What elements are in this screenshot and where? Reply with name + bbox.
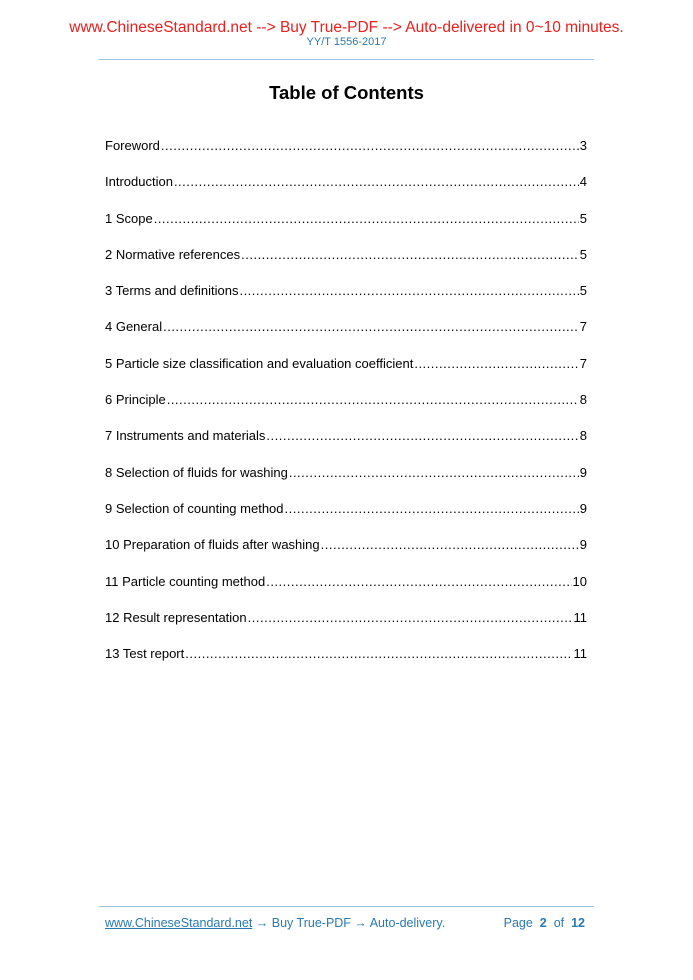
toc-entry[interactable] xyxy=(105,210,587,246)
toc-entry-label: 1 Scope xyxy=(105,210,153,226)
page-indicator xyxy=(504,916,585,930)
toc-entry[interactable] xyxy=(105,464,587,500)
toc-entry[interactable] xyxy=(105,391,587,427)
total-page-count: 12 xyxy=(571,916,585,930)
toc-entry-page: 7 xyxy=(579,355,587,371)
toc-leader xyxy=(266,573,571,591)
toc-leader xyxy=(185,645,572,663)
toc-entry-label: 13 Test report xyxy=(105,646,185,662)
toc-entry-label: 3 Terms and definitions xyxy=(105,283,239,299)
toc-leader xyxy=(174,173,579,191)
toc-entry[interactable] xyxy=(105,645,587,681)
toc-entry-page: 3 xyxy=(579,138,587,153)
header-divider xyxy=(99,59,594,60)
of-word: of xyxy=(553,916,565,930)
toc-entry[interactable] xyxy=(105,246,587,282)
toc-entry-label: 9 Selection of counting method xyxy=(105,500,284,516)
footer-link[interactable]: www.ChineseStandard.net xyxy=(105,916,253,930)
toc-leader xyxy=(167,391,579,409)
toc-entry-page: 11 xyxy=(573,646,587,662)
toc-entry[interactable] xyxy=(105,137,587,173)
toc-entry-page: 11 xyxy=(573,609,587,625)
toc-entry-page: 8 xyxy=(579,428,587,444)
page-word: Page xyxy=(503,916,533,930)
toc-leader xyxy=(285,500,579,518)
toc-entry-label: 4 General xyxy=(105,319,163,335)
toc-entry-label: Foreword xyxy=(105,138,160,153)
toc-entry-page: 9 xyxy=(579,500,587,516)
toc-entry-page: 4 xyxy=(579,174,587,190)
toc-leader xyxy=(248,609,573,627)
toc-leader xyxy=(239,282,578,300)
current-page-number: 2 xyxy=(539,916,547,930)
toc-entry[interactable] xyxy=(105,609,587,645)
document-id: YY/T 1556-2017 xyxy=(306,36,387,48)
toc-entry-label: 5 Particle size classification and evaluation coefficient xyxy=(105,355,414,371)
toc-entry[interactable] xyxy=(105,318,587,354)
toc-entry-label: Introduction xyxy=(105,174,173,190)
toc-entry[interactable] xyxy=(105,536,587,572)
toc-entry[interactable] xyxy=(105,573,587,609)
toc-leader xyxy=(154,210,579,228)
footer-promo-text: → Buy True-PDF → Auto-delivery. xyxy=(252,916,446,930)
page-title: Table of Contents xyxy=(269,82,424,103)
toc-leader xyxy=(266,427,578,445)
toc-entry-label: 12 Result representation xyxy=(105,609,247,625)
toc-entry-label: 6 Principle xyxy=(105,392,166,408)
toc-entry[interactable] xyxy=(105,355,587,391)
toc-entry-label: 8 Selection of fluids for washing xyxy=(105,464,288,480)
toc-leader xyxy=(161,137,579,155)
footer-promo xyxy=(105,916,445,930)
toc-leader xyxy=(414,355,578,373)
toc-leader xyxy=(321,536,579,554)
toc-entry-label: 11 Particle counting method xyxy=(105,573,266,589)
toc-entry-page: 9 xyxy=(579,464,587,480)
toc-leader xyxy=(289,464,579,482)
toc-entry-page: 5 xyxy=(579,210,587,226)
toc-entry-page: 5 xyxy=(579,246,587,262)
toc-entry[interactable] xyxy=(105,500,587,536)
table-of-contents xyxy=(105,137,587,681)
toc-entry-page: 8 xyxy=(579,392,587,408)
toc-leader xyxy=(241,246,579,264)
toc-entry-page: 9 xyxy=(579,537,587,553)
toc-entry-page: 10 xyxy=(572,573,587,589)
toc-entry[interactable] xyxy=(105,427,587,463)
footer-divider xyxy=(99,906,594,907)
toc-entry-label: 7 Instruments and materials xyxy=(105,428,266,444)
toc-entry-page: 5 xyxy=(579,283,587,299)
promo-banner[interactable]: www.ChineseStandard.net --> Buy True-PDF --> Auto-delivered in 0~10 minutes. xyxy=(69,19,624,36)
toc-leader xyxy=(163,318,579,336)
toc-entry-label: 2 Normative references xyxy=(105,246,241,262)
toc-entry[interactable] xyxy=(105,173,587,209)
toc-entry-label: 10 Preparation of fluids after washing xyxy=(105,537,320,553)
toc-entry[interactable] xyxy=(105,282,587,318)
toc-entry-page: 7 xyxy=(579,319,587,335)
